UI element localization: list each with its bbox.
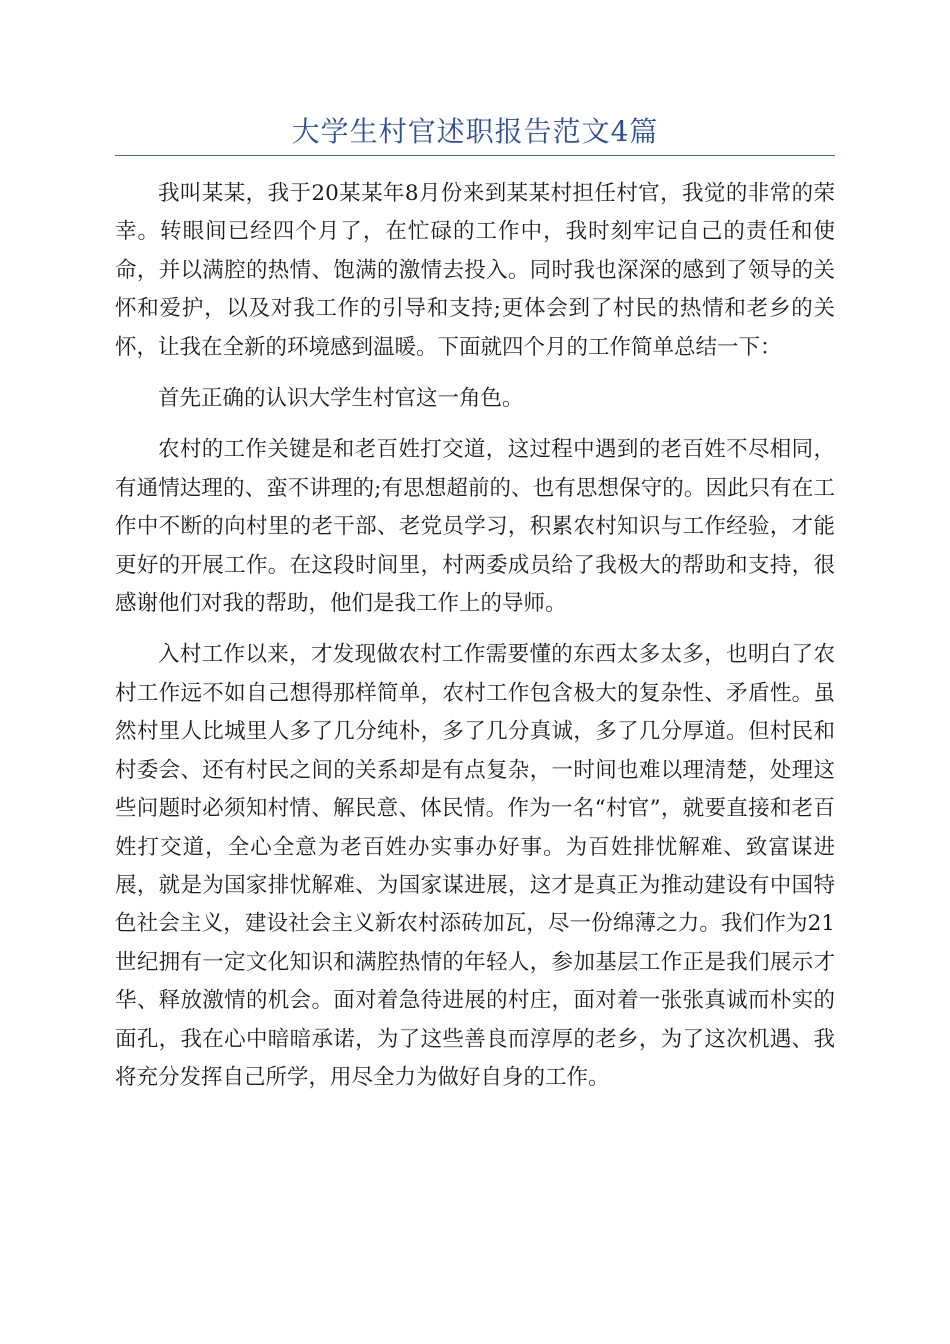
document-body	[115, 175, 835, 1097]
document-title: 大学生村官述职报告范文4篇	[291, 115, 659, 148]
paragraph-role-heading: 首先正确的认识大学生村官这一角色。	[158, 386, 524, 412]
paragraph-experience: 入村工作以来，才发现做农村工作需要懂的东西太多太多，也明白了农村工作远不如自己想得那样简单，农村工作包含极大的复杂性、矛盾性。虽然村里人比城里人多了几分纯朴，多了几分真诚，多了几分厚道。但村民和村委会、还有村民之间的关系却是有点复杂，一时间也难以理清楚，处理这些问题时必须知村情、解民意、体民情。作为一名“村官”，就要直接和老百姓打交道，全心全意为老百姓办实事办好事。为百姓排忧解难、致富谋进展，就是为国家排忧解难、为国家谋进展，这才是真正为推动建设有中国特色社会主义，建设社会主义新农村添砖加瓦，尽一份绵薄之力。我们作为21世纪拥有一定文化知识和满腔热情的年轻人，参加基层工作正是我们展示才华、释放激情的机会。面对着急待进展的村庄，面对着一张张真诚而朴实的面孔，我在心中暗暗承诺，为了这些善良而淳厚的老乡，为了这次机遇、我将充分发挥自己所学，用尽全力为做好自身的工作。	[115, 642, 835, 1090]
paragraph-intro: 我叫某某，我于20某某年8月份来到某某村担任村官，我觉的非常的荣幸。转眼间已经四个月了，在忙碌的工作中，我时刻牢记自己的责任和使命，并以满腔的热情、饱满的激情去投入。同时我也深深的感到了领导的关怀和爱护，以及对我工作的引导和支持;更体会到了村民的热情和老乡的关怀，让我在全新的环境感到温暖。下面就四个月的工作简单总结一下：	[115, 181, 835, 360]
paragraph-rural-work: 农村的工作关键是和老百姓打交道，这过程中遇到的老百姓不尽相同，有通情达理的、蛮不讲理的;有思想超前的、也有思想保守的。因此只有在工作中不断的向村里的老干部、老党员学习，积累农村知识与工作经验，才能更好的开展工作。在这段时间里，村两委成员给了我极大的帮助和支持，很感谢他们对我的帮助，他们是我工作上的导师。	[115, 437, 835, 617]
title-underline	[115, 155, 835, 156]
